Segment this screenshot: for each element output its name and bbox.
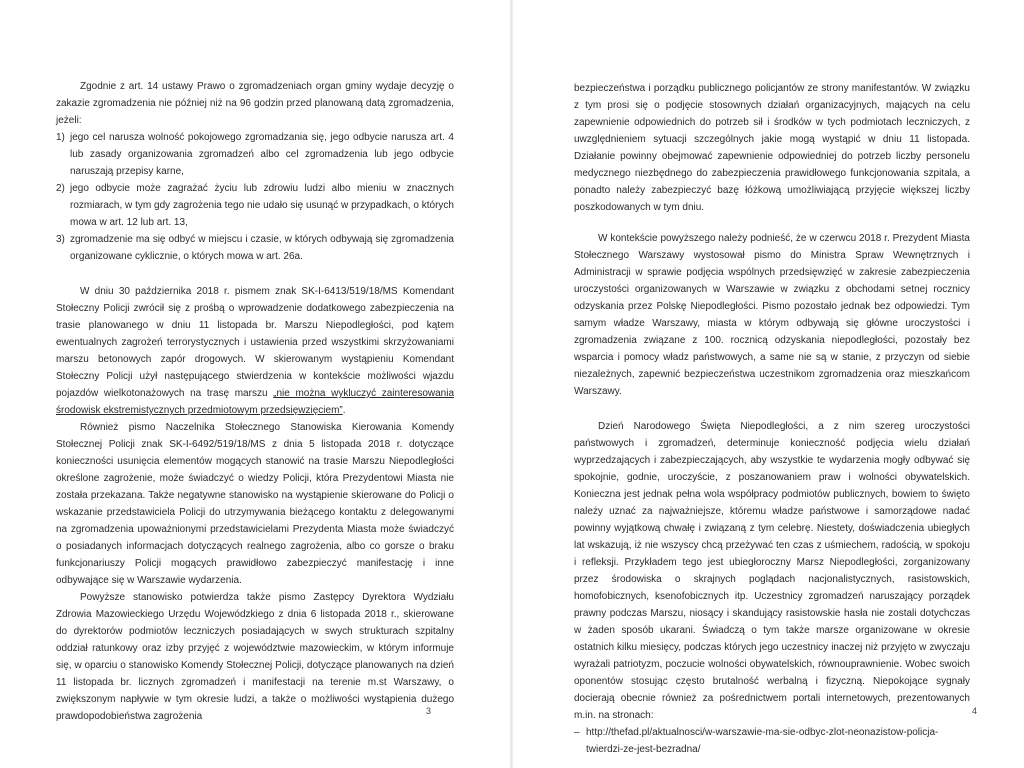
independence-day-paragraph: Dzień Narodowego Święta Niepodległości, a z nim szereg uroczystości państwowych i zgromadzeń, determinuje konieczność podjęcia wielu działań wyprzedzających i zabezpieczających, aby wszystkie te wydarzenia mogły odbywać się spokojnie, godnie, uroczyście, z poszanowaniem praw i wolności obywatelskich. Konieczna jest jednak pełna wola współpracy podmiotów publicznych, bowiem to święto należy uznać za najważniejsze, któremu władze państwowe i samorządowe nadać powinny wyjątkową chwałę i związaną z tym celebrę. Niestety, doświadczenia ubiegłych lat wskazują, iż nie wszyscy chcą przeżywać ten czas z uśmiechem, radością, w spokoju i refleksji. Przykładem tego jest ubiegłoroczny Marsz Niepodległości, zorganizowany przez środowiska o skrajnych poglądach nacjonalistycznych, rasistowskich, homofobicznych, ksenofobicznych itp. Uczestnicy zgromadzeń naruszający porządek prawny podczas Marszu, niosący i skandujący rasistowskie hasła nie zostali dotychczas w żaden sposób ukarani. Świadczą o tym także marsze organizowane w okresie ostatnich kilku miesięcy, podczas których jego uczestnicy inaczej niż przyjęto w zwyczaju wyrażali patriotyzm, poczucie wolności obywatelskich, równouprawnienie. Wobec swoich oponentów stosując często brutalność werbalną i fizyczną. Niepokojące sygnały docierają obecnie również za pośrednictwem portali internetowych, prezentowanych m.in. na stronach: bbox=[574, 421, 970, 721]
list-marker: 1) bbox=[56, 132, 65, 143]
paragraph-text: W dniu 30 października 2018 r. pismem znak SK-I-6413/519/18/MS Komendant Stołeczny Policji zwrócił się z prośbą o wprowadzenie dodatkowego zabezpieczenia na trasie planowanego w dniu 11 listopada br. Marszu Niepodległości, pod kątem ewentualnych zagrożeń terrorystycznych i ustawienia przed wszystkimi skrzyżowaniami marszu betonowych zapór drogowych. W skierowanym wystąpieniu Komendant Stołeczny Policji użył następującego stwierdzenia w kontekście możliwości wjazdu pojazdów wielkotonażowych na trasę marszu bbox=[56, 286, 454, 399]
page-number: 4 bbox=[972, 706, 978, 716]
right-text-column bbox=[574, 80, 970, 758]
list-item bbox=[56, 180, 454, 231]
paragraph-end: . bbox=[342, 405, 346, 416]
president-letter-paragraph: W kontekście powyższego należy podnieść, że w czerwcu 2018 r. Prezydent Miasta Stołecznego Warszawy wystosował pismo do Ministra Spraw Wewnętrznych i Administracji w sprawie podjęcia wspólnych przedsięwzięć w zakresie zabezpieczenia uroczystości organizowanych w Warszawie w związku z obchodami setnej rocznicy odzyskania przez Polskę Niepodległości. Pismo pozostało jednak bez odpowiedzi. Tym samym władze Warszawy, miasta w którym odbywają się główne uroczystości i zgromadzenia związane z 100. rocznicą odzyskania niepodległości, pozostały bez wsparcia i pomocy władz państwowych, a same nie są w stanie, z przyczyn od siebie niezależnych, zapewnić bezpieczeństwa uczestnikom zgromadzenia oraz mieszkańcom Warszawy. bbox=[574, 233, 970, 397]
page-number: 3 bbox=[426, 706, 432, 716]
police-letter-paragraph bbox=[56, 283, 454, 419]
list-marker: 3) bbox=[56, 234, 65, 245]
left-text-column bbox=[56, 78, 454, 725]
list-item bbox=[56, 231, 454, 265]
command-letter-paragraph: Również pismo Naczelnika Stołecznego Stanowiska Kierowania Komendy Stołecznej Policji znak SK-I-6492/519/18/MS z dnia 5 listopada 2018 r. dotyczące konieczności usunięcia elementów mogących stanowić na trasie Marszu Niepodległości określone zagrożenie, może świadczyć o wiedzy Policji, która Prezydentowi Miasta nie została przekazana. Także negatywne stanowisko na wystąpienie skierowane do Policji o wskazanie przedstawiciela Policji do utrzymywania bieżącego kontaktu z delegowanymi na zgromadzenia upoważnionymi przedstawicielami Prezydenta Miasta może świadczyć o posiadanych informacjach dotyczących realnego zagrożenia, albo co gorsze o braku funkcjonariuszy Policji mogących prawidłowo zabezpieczyć manifestację i inne odbywające się w Warszawie wydarzenia. bbox=[56, 422, 454, 586]
intro-paragraph: Zgodnie z art. 14 ustawy Prawo o zgromadzeniach organ gminy wydaje decyzję o zakazie zgromadzenia nie później niż na 96 godzin przed planowaną datą zgromadzenia, jeżeli: bbox=[56, 81, 454, 126]
list-item bbox=[56, 129, 454, 180]
page-right bbox=[512, 0, 1024, 768]
continuation-paragraph: bezpieczeństwa i porządku publicznego policjantów ze strony manifestantów. W związku z tym prosi się o podjęcie stosownych działań organizacyjnych, mających na celu zapewnienie odpowiednich do potrzeb sił i środków w tych podmiotach leczniczych, z uwzględnieniem sytuacji szczególnych jakie mogą wystąpić w dniu 11 listopada. Działanie powinny obejmować zapewnienie odpowiedniej do potrzeb liczby personelu medycznego niezbędnego do zabezpieczenia prawidłowego funkcjonowania szpitala, a ponadto należy zabezpieczyć bazę łóżkową umożliwiającą przyjęcie większej liczby poszkodowanych w tym dniu. bbox=[574, 83, 970, 213]
website-link[interactable]: http://thefad.pl/aktualnosci/w-warszawie-ma-sie-odbyc-zlot-neonazistow-policja-twierdzi-ze-jest-bezradna/ bbox=[586, 727, 939, 755]
page-left bbox=[0, 0, 510, 768]
list-dash: – bbox=[574, 727, 580, 738]
list-text: jego cel narusza wolność pokojowego zgromadzania się, jego odbycie narusza art. 4 lub zasady organizowania zgromadzeń albo cel zgromadzenia lub jego odbycie naruszają przepisy karne, bbox=[70, 132, 454, 177]
underlined-quote: „nie można wykluczyć zainteresowania środowisk ekstremistycznych przedmiotowym przedsięwzięciem” bbox=[56, 388, 455, 416]
link-list-item bbox=[574, 724, 970, 758]
list-text: zgromadzenie ma się odbyć w miejscu i czasie, w których odbywają się zgromadzenia organizowane cyklicznie, o których mowa w art. 26a. bbox=[70, 234, 454, 262]
list-marker: 2) bbox=[56, 183, 65, 194]
health-department-paragraph: Powyższe stanowisko potwierdza także pismo Zastępcy Dyrektora Wydziału Zdrowia Mazowieckiego Urzędu Wojewódzkiego z dnia 6 listopada 2018 r., skierowane do dyrektorów podmiotów leczniczych posiadających w swych strukturach szpitalny oddział ratunkowy oraz izby przyjęć z województwie mazowieckim, w którym informuje się, w oparciu o stanowisko Komendy Stołecznej Policji, dotyczące planowanych na dzień 11 listopada br. licznych zgromadzeń i manifestacji na terenie m.st Warszawy, o zwiększonym napływie w tym okresie ludzi, a także o możliwości wystąpienia dużego prawdopodobieństwa zagrożenia bbox=[56, 592, 454, 722]
list-text: jego odbycie może zagrażać życiu lub zdrowiu ludzi albo mieniu w znacznych rozmiarach, w tym gdy zagrożenia tego nie udało się usunąć w przypadkach, o których mowa w art. 12 lub art. 13, bbox=[70, 183, 454, 228]
